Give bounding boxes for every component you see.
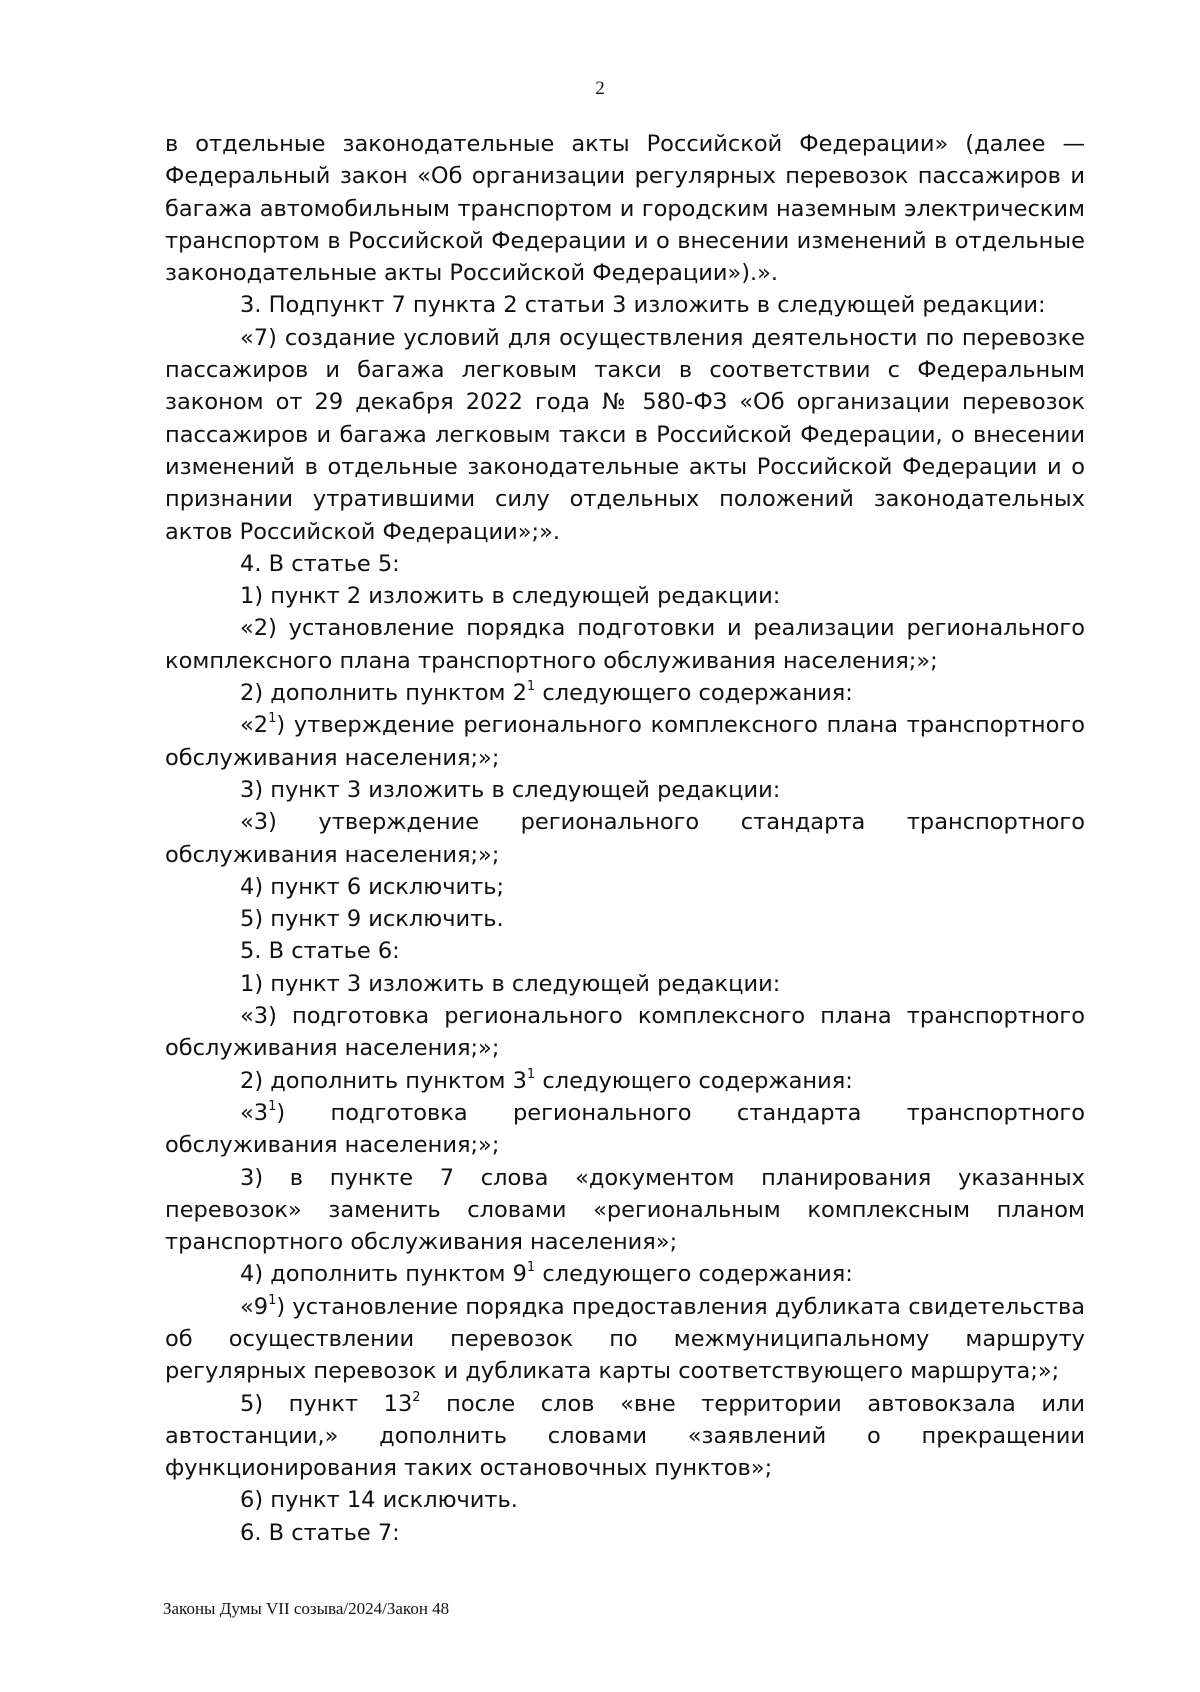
paragraph-5-4-text [165,1291,1085,1388]
paragraph-4-5: 5) пункт 9 исключить. [240,906,504,933]
superscript: 1 [526,679,536,695]
paragraph-item-3: 3. Подпункт 7 пункта 2 статьи 3 изложить в следующей редакции: [240,292,1046,319]
paragraph-5-1-text: «3) подготовка регионального комплексного плана транспортного обслуживания населения;»; [165,1003,1085,1062]
paragraph-4-2-text-b: следующего содержания: [535,680,853,707]
paragraph-4-4: 4) пункт 6 исключить; [240,873,505,900]
superscript: 1 [526,1066,536,1082]
paragraph-5-3: 3) в пункте 7 слова «документом планирования указанных перевозок» заменить словами «региональным комплексным планом транспортного обслуживания населения»; [165,1164,1085,1256]
paragraph-intro-continuation: в отдельные законодательные акты Российской Федерации» (далее — Федеральный закон «Об организации регулярных перевозок пассажиров и багажа автомобильным транспортом и городским наземным электрическим транспортом в Российской Федерации и о внесении изменений в отдельные законодательные акты Российской Федерации»).». [165,131,1085,287]
superscript: 1 [268,711,277,727]
paragraph-4-1: 1) пункт 2 изложить в следующей редакции: [240,583,781,610]
paragraph-4-1-text: «2) установление порядка подготовки и реализации регионального комплексного плана транспортного обслуживания населения;»; [165,615,1085,674]
paragraph-4-2-quote-b: ) утверждение регионального комплексного плана транспортного обслуживания населения;»; [165,712,1085,771]
paragraph-item-4: 4. В статье 5: [240,550,400,577]
document-body [165,128,1085,1549]
paragraph-4-3: 3) пункт 3 изложить в следующей редакции: [240,776,781,803]
superscript: 2 [412,1389,421,1405]
paragraph-5-4-quote-a: «9 [240,1293,269,1320]
paragraph-4-2-quote-a: «2 [240,712,269,739]
paragraph-5-4-quote-b: ) установление порядка предоставления дубликата свидетельства об осуществлении перевозок по межмуниципальному маршруту регулярных перевозок и дубликата карты соответствующего маршрута;»; [165,1293,1085,1385]
paragraph-4-2-text-a: 2) дополнить пунктом 2 [240,680,527,707]
paragraph-5-2-text-b: следующего содержания: [535,1067,853,1094]
superscript: 1 [268,1098,277,1114]
paragraph-item-5: 5. В статье 6: [240,938,400,965]
paragraph-item-3-text: «7) создание условий для осуществления деятельности по перевозке пассажиров и багажа легковым такси в соответствии с Федеральным законом от 29 декабря 2022 года № 580-ФЗ «Об организации перевозок пассажиров и багажа легковым такси в Российской Федерации, о внесении изменений в отдельные законодательные акты Российской Федерации и о признании утратившими силу отдельных положений законодательных актов Российской Федерации»;». [165,324,1085,545]
paragraph-5-2-quote-b: ) подготовка регионального стандарта транспортного обслуживания населения;»; [165,1099,1085,1159]
paragraph-5-1: 1) пункт 3 изложить в следующей редакции: [240,970,781,997]
paragraph-5-5-text-a: 5) пункт 13 [240,1390,413,1417]
paragraph-5-4-text-b: следующего содержания: [535,1261,853,1288]
paragraph-4-3-text: «3) утверждение регионального стандарта транспортного обслуживания населения;»; [165,809,1085,868]
paragraph-5-5 [165,1388,1085,1485]
paragraph-5-2-quote-a: «3 [240,1099,269,1126]
paragraph-5-4-text-a: 4) дополнить пунктом 9 [240,1261,527,1288]
paragraph-4-2 [165,677,1085,709]
paragraph-5-6: 6) пункт 14 исключить. [240,1487,518,1514]
paragraph-5-2 [165,1065,1085,1097]
document-footer: Законы Думы VII созыва/2024/Закон 48 [163,1599,450,1618]
superscript: 1 [268,1292,277,1308]
superscript: 1 [526,1260,536,1276]
paragraph-5-5-text-b: после слов «вне территории автовокзала или автостанции,» дополнить словами «заявлений о прекращении функционирования таких остановочных пунктов»; [165,1390,1086,1482]
paragraph-5-2-text-a: 2) дополнить пунктом 3 [240,1067,527,1094]
paragraph-4-2-text [165,709,1085,774]
paragraph-item-6: 6. В статье 7: [240,1519,400,1546]
paragraph-5-4 [165,1258,1085,1290]
page-number: 2 [595,78,605,99]
paragraph-5-2-text [165,1097,1085,1162]
